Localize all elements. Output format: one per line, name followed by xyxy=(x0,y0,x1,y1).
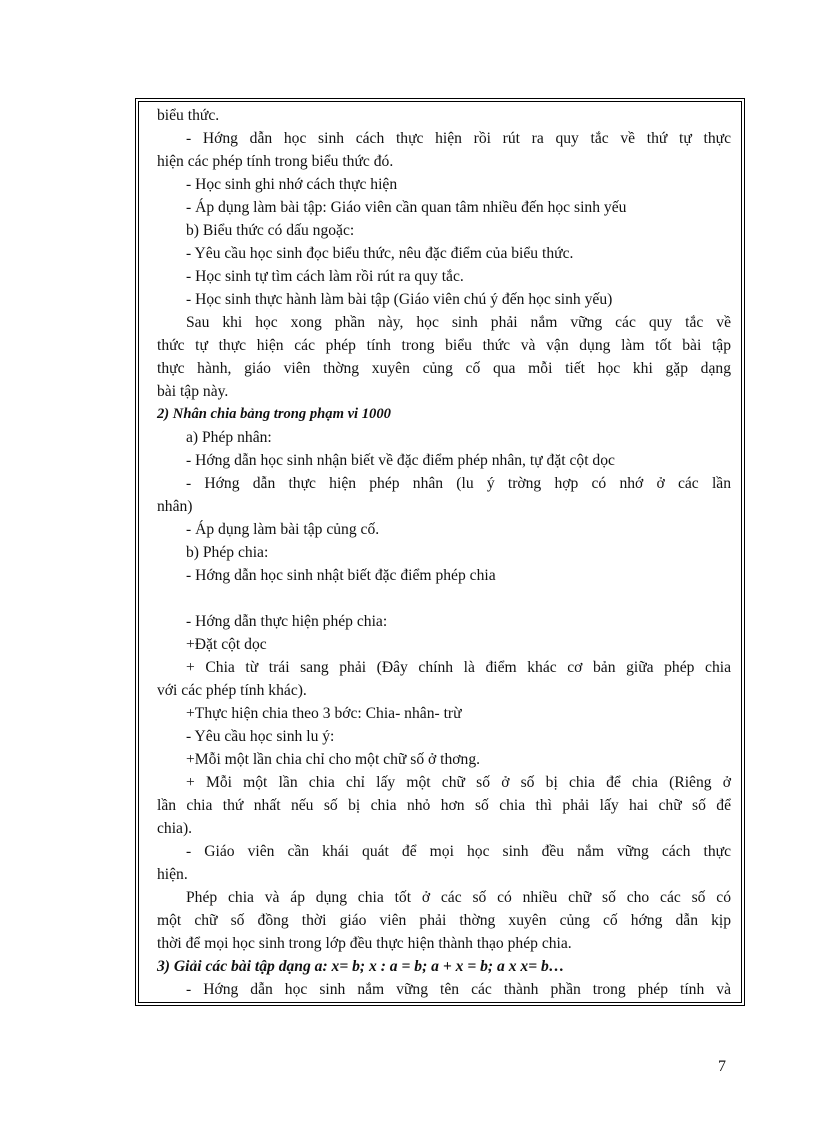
text-line: - Học sinh thực hành làm bài tập (Giáo viên chú ý đến học sinh yếu) xyxy=(186,291,613,308)
text-line: với các phép tính khác). xyxy=(157,682,307,699)
text-line: - Hớng dẫn học sinh cách thực hiện rồi rút ra quy tắc về thứ tự thực xyxy=(186,130,731,147)
text-line: - Hớng dẫn học sinh nhật biết đặc điểm phép chia xyxy=(186,567,496,584)
text-line: + Chia từ trái sang phải (Đây chính là điểm khác cơ bản giữa phép chia xyxy=(186,659,731,676)
page-body xyxy=(157,104,731,1001)
text-line: - Hớng dẫn học sinh nhận biết về đặc điểm phép nhân, tự đặt cột dọc xyxy=(186,452,615,469)
text-line: - Hớng dẫn thực hiện phép chia: xyxy=(186,613,388,630)
text-line: Sau khi học xong phần này, học sinh phải nắm vững các quy tắc về xyxy=(186,314,731,331)
text-line: + Mỗi một lần chia chỉ lấy một chữ số ở số bị chia để chia (Riêng ở xyxy=(186,774,731,791)
subheading: b) Biểu thức có dấu ngoặc: xyxy=(186,222,355,239)
text-line: bài tập này. xyxy=(157,383,229,400)
subheading: b) Phép chia: xyxy=(186,544,269,561)
text-line: thời để mọi học sinh trong lớp đều thực hiện thành thạo phép chia. xyxy=(157,935,572,952)
text-line: hiện. xyxy=(157,866,188,883)
section-heading: 3) Giải các bài tập dạng a: x= b; x : a = b; a + x = b; a x x= b… xyxy=(157,958,565,975)
section-heading: 2) Nhân chia bảng trong phạm vi 1000 xyxy=(157,406,391,422)
text-line: - Áp dụng làm bài tập củng cố. xyxy=(186,521,380,538)
text-line: lần chia thứ nhất nếu số bị chia nhỏ hơn số chia thì phải lấy hai chữ số để xyxy=(157,797,731,814)
text-line: chia). xyxy=(157,820,193,837)
text-line: - Học sinh ghi nhớ cách thực hiện xyxy=(186,176,398,193)
text-line: một chữ số đồng thời giáo viên phải thờng xuyên củng cố hớng dẫn kịp xyxy=(157,912,731,929)
blank-line xyxy=(157,587,731,610)
page-number: 7 xyxy=(718,1058,726,1075)
text-line: - Hớng dẫn thực hiện phép nhân (lu ý trờng hợp có nhớ ở các lần xyxy=(186,475,731,492)
text-line: - Giáo viên cần khái quát để mọi học sinh đều nắm vững cách thực xyxy=(186,843,731,860)
text-line: nhân) xyxy=(157,498,193,515)
text-line: thực hành, giáo viên thờng xuyên củng cố qua mỗi tiết học khi gặp dạng xyxy=(157,360,731,377)
text-line: biểu thức. xyxy=(157,107,220,124)
subheading: a) Phép nhân: xyxy=(186,429,272,446)
text-line: +Thực hiện chia theo 3 bớc: Chia- nhân- trừ xyxy=(186,705,462,722)
text-line: +Đặt cột dọc xyxy=(186,636,267,653)
text-line: - Áp dụng làm bài tập: Giáo viên cần quan tâm nhiều đến học sinh yếu xyxy=(186,199,627,216)
text-line: - Hớng dẫn học sinh nắm vững tên các thành phần trong phép tính và xyxy=(186,981,731,998)
text-line: - Học sinh tự tìm cách làm rồi rút ra quy tắc. xyxy=(186,268,464,285)
text-line: - Yêu cầu học sinh đọc biểu thức, nêu đặc điểm của biểu thức. xyxy=(186,245,574,262)
text-line: +Mỗi một lần chia chỉ cho một chữ số ở thơng. xyxy=(186,751,481,768)
text-line: Phép chia và áp dụng chia tốt ở các số có nhiều chữ số cho các số có xyxy=(186,889,731,906)
text-line: hiện các phép tính trong biểu thức đó. xyxy=(157,153,394,170)
text-line: thức tự thực hiện các phép tính trong biểu thức và vận dụng làm tốt bài tập xyxy=(157,337,731,354)
text-line: - Yêu cầu học sinh lu ý: xyxy=(186,728,335,745)
